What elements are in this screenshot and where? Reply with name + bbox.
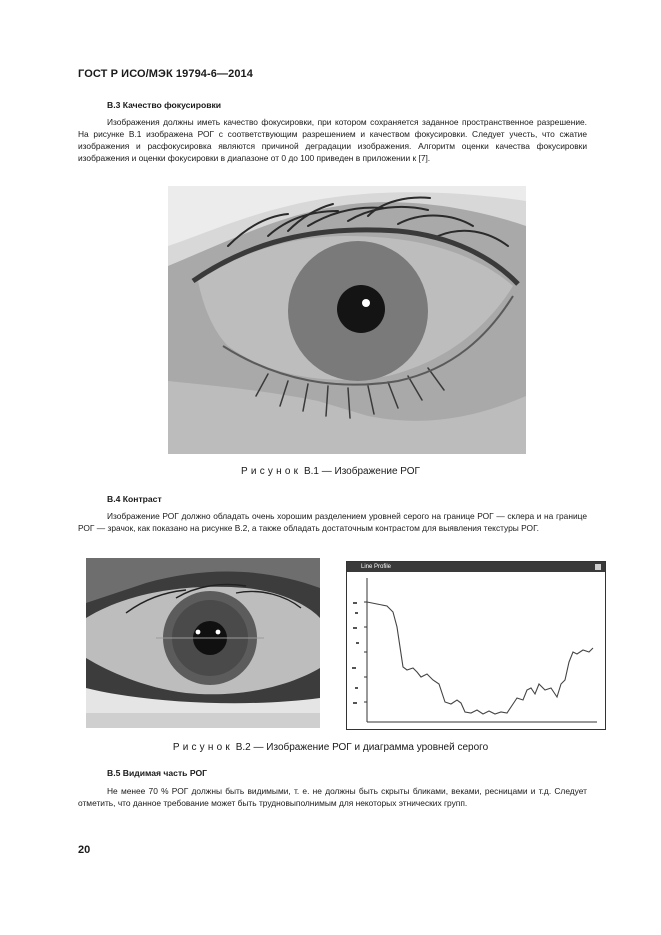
figure-b1-caption-word: Рисунок — [241, 466, 302, 477]
figure-b2-profile-window — [346, 561, 606, 730]
section-heading-b5: В.5 Видимая часть РОГ — [107, 768, 208, 778]
figure-b2-iris-image — [86, 558, 320, 728]
section-heading-b3: В.3 Качество фокусировки — [107, 100, 222, 110]
window-close-icon — [595, 564, 601, 570]
figure-b1-iris-image — [168, 186, 526, 454]
section-heading-b4: В.4 Контраст — [107, 494, 162, 504]
section-paragraph-b5: Не менее 70 % РОГ должны быть видимыми, т. е. не должны быть скрыты бликами, веками, ресницами и т.д. Следует отметить, что данное требование может быть трудновыполнимым для некоторых этнических групп. — [78, 786, 587, 809]
figure-b2-caption — [0, 742, 661, 753]
figure-b1-caption — [0, 466, 661, 477]
figure-b2-caption-word: Рисунок — [172, 742, 233, 753]
section-paragraph-b4: Изображение РОГ должно обладать очень хорошим разделением уровней серого на границе РОГ — склера и на границе РОГ — зрачок, как показано на рисунке В.2, а также обладать достаточным контрастом для выявления текстуры РОГ. — [78, 511, 587, 534]
figure-b1-caption-text: В.1 — Изображение РОГ — [303, 466, 420, 477]
document-header: ГОСТ Р ИСО/МЭК 19794-6—2014 — [78, 68, 253, 80]
section-paragraph-b3: Изображения должны иметь качество фокусировки, при котором сохраняется заданное пространственное разрешение. На рисунке В.1 изображена РОГ с соответствующим разрешением и качеством фокусировки. Следует учесть, что сжатие изображения и расфокусировка являются причиной деградации изображения. Алгоритм оценки качества фокусировки изображения и оценки фокусировки в диапазоне от 0 до 100 приведен в приложении к [7]. — [78, 117, 587, 164]
figure-b2-caption-text: В.2 — Изображение РОГ и диаграмма уровней серого — [235, 742, 489, 753]
window-titlebar — [347, 562, 605, 572]
window-title: Line Profile — [361, 564, 392, 570]
page-number: 20 — [78, 844, 91, 856]
gray-level-profile-chart — [347, 572, 605, 729]
